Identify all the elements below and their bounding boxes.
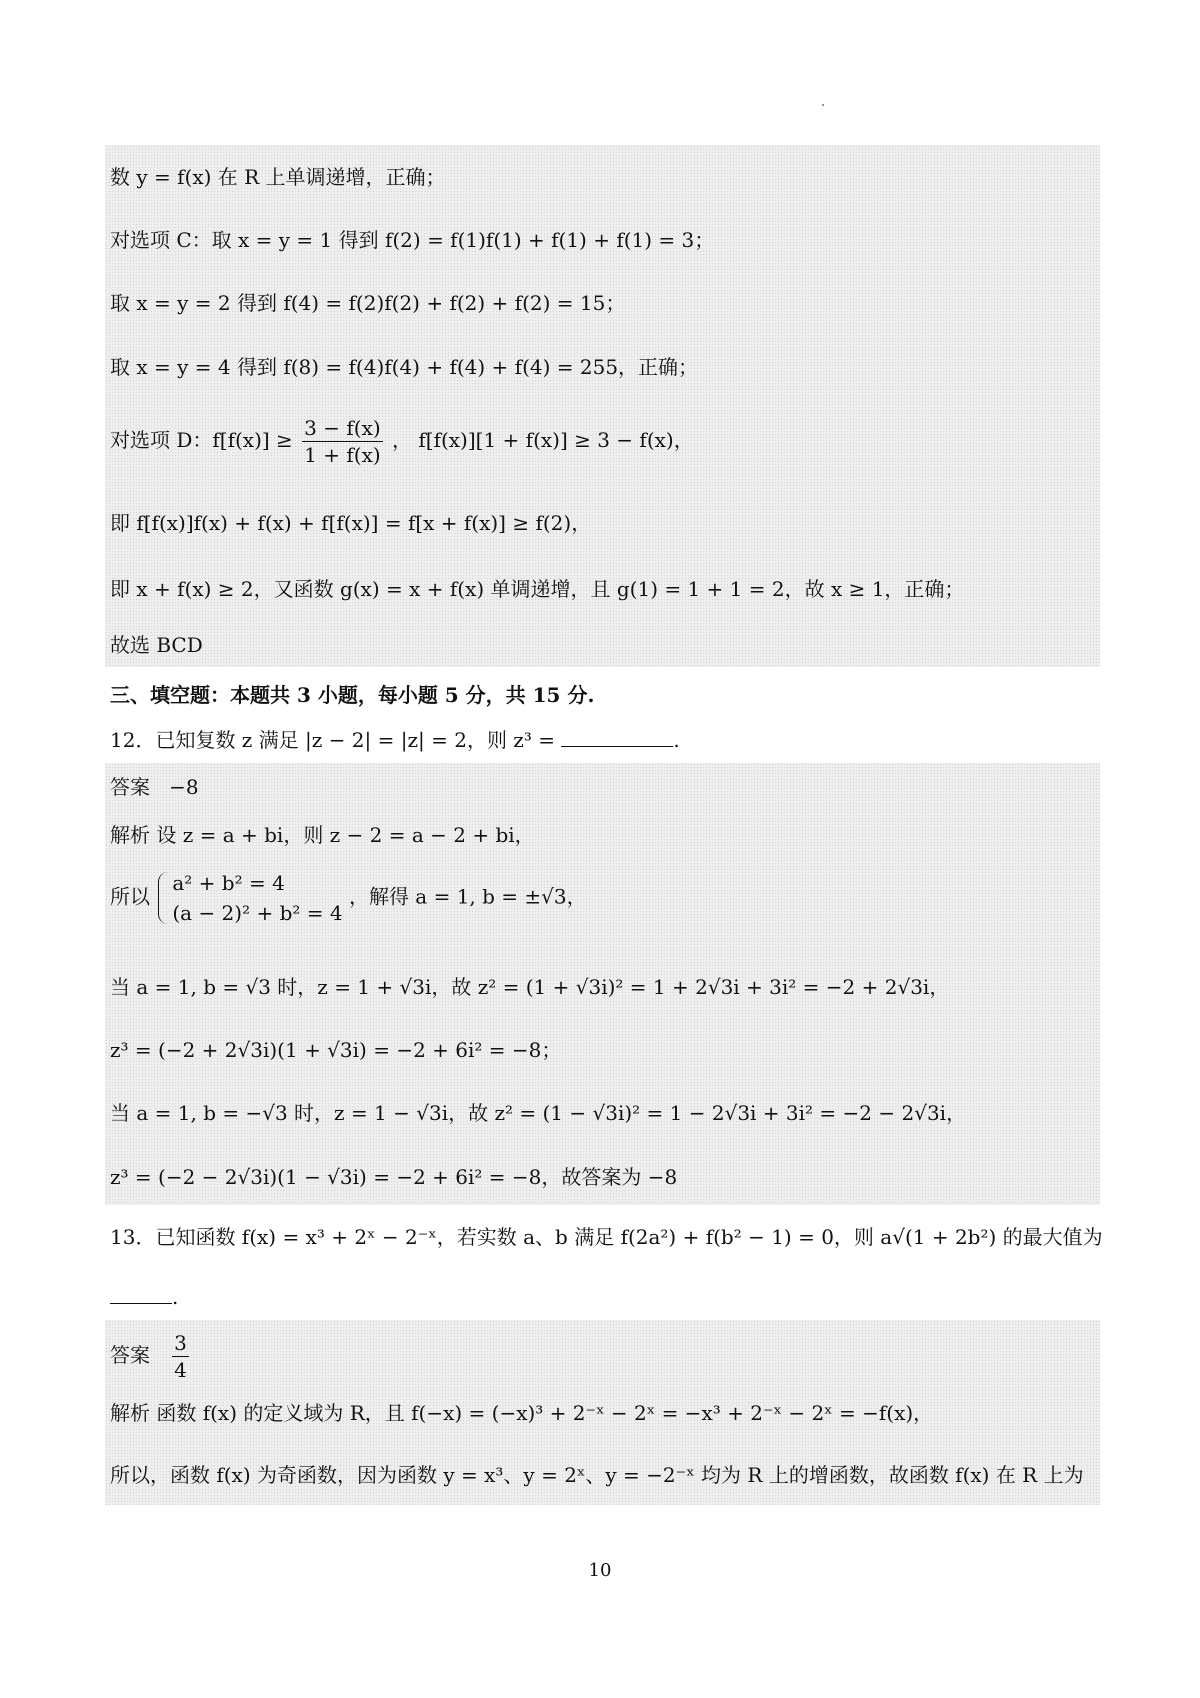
fraction-denominator: 4 xyxy=(174,1358,187,1382)
equation-system xyxy=(156,868,342,928)
question-end: . xyxy=(673,728,680,752)
text-line: 当 a = 1, b = −√3 时，z = 1 − √3i，故 z² = (1 − √3i)² = 1 − 2√3i + 3i² = −2 − 2√3i， xyxy=(110,1101,967,1125)
question-end: . xyxy=(172,1285,179,1309)
text-line: 所以，函数 f(x) 为奇函数，因为函数 y = x³、y = 2ˣ、y = −2⁻ˣ 均为 R 上的增函数，故函数 f(x) 在 R 上为 xyxy=(110,1463,1084,1487)
page-number: 10 xyxy=(588,1560,612,1581)
text-line: 取 x = y = 2 得到 f(4) = f(2)f(2) + f(2) + f(2) = 15； xyxy=(110,291,626,315)
text-line: 当 a = 1, b = √3 时，z = 1 + √3i，故 z² = (1 + √3i)² = 1 + 2√3i + 3i² = −2 + 2√3i， xyxy=(110,975,950,999)
answer-value: −8 xyxy=(169,775,199,799)
text-line: 解析 函数 f(x) 的定义域为 R，且 f(−x) = (−x)³ + 2⁻ˣ − 2ˣ = −x³ + 2⁻ˣ − 2ˣ = −f(x)， xyxy=(110,1401,934,1425)
question-12 xyxy=(110,725,680,755)
speck-mark xyxy=(822,104,824,106)
text-line: 解析 设 z = a + bi，则 z − 2 = a − 2 + bi， xyxy=(110,823,535,847)
text-segment: 对选项 D：f[f(x)] ≥ xyxy=(110,428,293,452)
system-line xyxy=(110,868,587,928)
answer-13 xyxy=(110,1330,192,1383)
text-line: 即 x + f(x) ≥ 2，又函数 g(x) = x + f(x) 单调递增，且 g(1) = 1 + 1 = 2，故 x ≥ 1，正确； xyxy=(110,577,965,601)
question-text: 12．已知复数 z 满足 |z − 2| = |z| = 2，则 z³ = xyxy=(110,728,555,752)
text-line: 对选项 C：取 x = y = 1 得到 f(2) = f(1)f(1) + f(1) + f(1) = 3； xyxy=(110,228,715,252)
equation: a² + b² = 4 xyxy=(172,871,285,895)
text-line: 故选 BCD xyxy=(110,633,203,657)
answer-label: 答案 xyxy=(110,775,150,799)
text-line: z³ = (−2 + 2√3i)(1 + √3i) = −2 + 6i² = −8； xyxy=(110,1038,562,1062)
text-line: 即 f[f(x)]f(x) + f(x) + f[f(x)] = f[x + f(x)] ≥ f(2)， xyxy=(110,511,592,535)
equation: (a − 2)² + b² = 4 xyxy=(172,901,343,925)
answer-blank xyxy=(110,1285,172,1304)
text-segment: 所以 xyxy=(110,884,150,909)
fraction xyxy=(302,415,382,468)
fraction-numerator: 3 − f(x) xyxy=(304,416,381,440)
question-13-blank-line xyxy=(110,1282,178,1312)
option-d-line xyxy=(110,415,694,468)
fraction-numerator: 3 xyxy=(174,1331,187,1355)
text-segment: ，解得 a = 1, b = ±√3， xyxy=(348,884,587,909)
answer-12 xyxy=(110,772,199,802)
text-segment: ， f[f(x)][1 + f(x)] ≥ 3 − f(x)， xyxy=(392,428,694,452)
section-heading: 三、填空题：本题共 3 小题，每小题 5 分，共 15 分. xyxy=(110,683,595,707)
text-line: z³ = (−2 − 2√3i)(1 − √3i) = −2 + 6i² = −8，故答案为 −8 xyxy=(110,1165,678,1189)
question-13: 13．已知函数 f(x) = x³ + 2ˣ − 2⁻ˣ，若实数 a、b 满足 f(2a²) + f(b² − 1) = 0，则 a√(1 + 2b²) 的最大值为 xyxy=(110,1225,1103,1249)
text-line: 取 x = y = 4 得到 f(8) = f(4)f(4) + f(4) + f(4) = 255，正确； xyxy=(110,355,699,379)
answer-blank xyxy=(561,728,673,747)
answer-label: 答案 xyxy=(110,1343,150,1367)
text-line: 数 y = f(x) 在 R 上单调递增，正确； xyxy=(110,165,446,189)
fraction xyxy=(172,1330,189,1383)
fraction-denominator: 1 + f(x) xyxy=(304,443,381,467)
